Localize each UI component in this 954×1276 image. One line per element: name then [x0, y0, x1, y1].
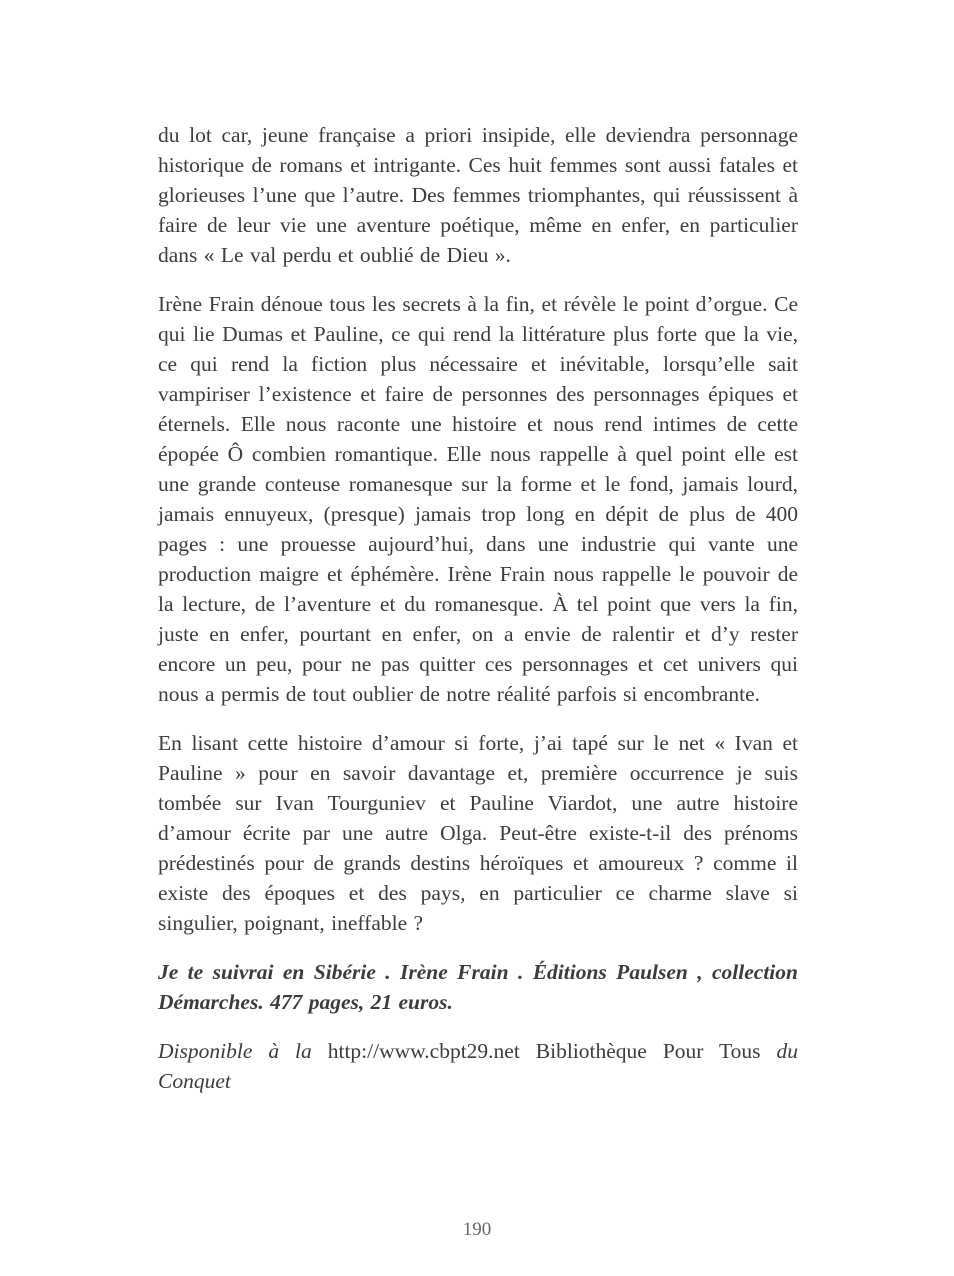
availability-url: http://www.cbpt29.net Bibliothèque Pour Tous	[327, 1039, 761, 1063]
availability-suffix: du Conquet	[158, 1039, 798, 1093]
text-block	[158, 120, 798, 1115]
page-number: 190	[462, 1219, 492, 1240]
body-paragraph-3: En lisant cette histoire d’amour si forte, j’ai tapé sur le net « Ivan et Pauline » pour en savoir davantage et, première occurrence je suis tombée sur Ivan Tourguniev et Pauline Viardot, une autre histoire d’amour écrite par une autre Olga. Peut-être existe-t-il des prénoms prédestinés pour de grands destins héroïques et amoureux ? comme il existe des époques et des pays, en particulier ce charme slave si singulier, poignant, ineffable ?	[158, 731, 798, 935]
availability-prefix: Disponible à la	[158, 1039, 328, 1063]
availability-note	[158, 1036, 798, 1096]
body-paragraph-2: Irène Frain dénoue tous les secrets à la fin, et révèle le point d’orgue. Ce qui lie Dumas et Pauline, ce qui rend la littérature plus forte que la vie, ce qui rend la fiction plus nécessaire et inévitable, lorsqu’elle sait vampiriser l’existence et faire de personnes des personnages épiques et éternels. Elle nous raconte une histoire et nous rend intimes de cette épopée Ô combien romantique. Elle nous rappelle à quel point elle est une grande conteuse romanesque sur la forme et le fond, jamais lourd, jamais ennuyeux, (presque) jamais trop long en dépit de plus de 400 pages : une prouesse aujourd’hui, dans une industrie qui vante une production maigre et éphémère. Irène Frain nous rappelle le pouvoir de la lecture, de l’aventure et du romanesque. À tel point que vers la fin, juste en enfer, pourtant en enfer, on a envie de ralentir et d’y rester encore un peu, pour ne pas quitter ces personnages et cet univers qui nous a permis de tout oublier de notre réalité parfois si encombrante.	[158, 292, 798, 706]
book-reference: Je te suivrai en Sibérie . Irène Frain . Éditions Paulsen , collection Démarches. 477 pages, 21 euros.	[158, 960, 798, 1014]
body-paragraph-1: du lot car, jeune française a priori insipide, elle deviendra personnage historique de romans et intrigante. Ces huit femmes sont aussi fatales et glorieuses l’une que l’autre. Des femmes triomphantes, qui réussissent à faire de leur vie une aventure poétique, même en enfer, en particulier dans « Le val perdu et oublié de Dieu ».	[158, 123, 798, 267]
